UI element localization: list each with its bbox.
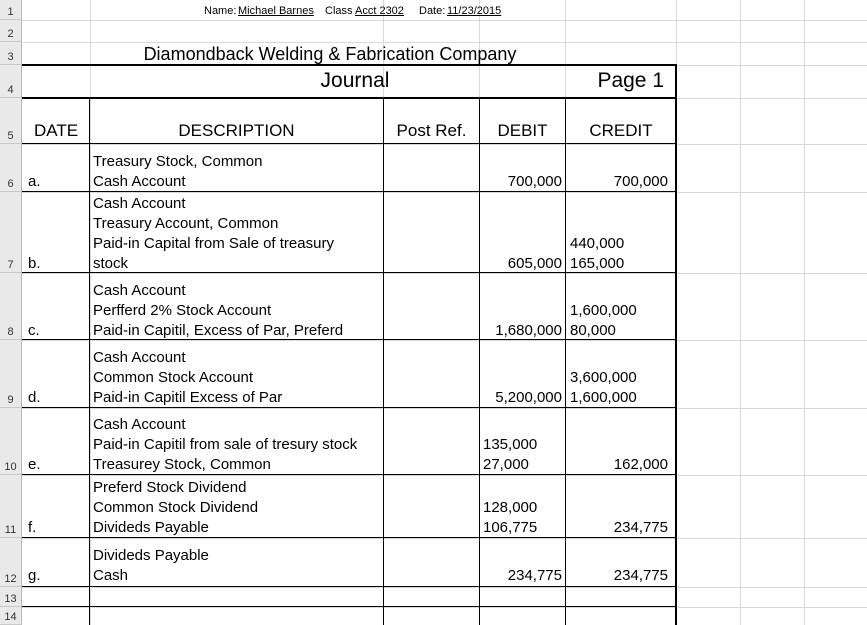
debit-amount: 605,000 — [507, 255, 562, 272]
description-line: Treasury Account, Common — [93, 215, 279, 232]
gridline — [22, 192, 867, 193]
row-header-1[interactable]: 1 — [0, 0, 22, 20]
debit-amount: 27,000 — [483, 456, 529, 473]
description-line: Paid-in Capitil from sale of tresury stock — [93, 436, 358, 453]
gridline — [740, 0, 741, 625]
gridline — [22, 607, 867, 608]
gridline — [22, 475, 867, 476]
description-line: Divideds Payable — [93, 519, 209, 536]
row-header-4[interactable]: 4 — [0, 65, 22, 98]
credit-amount: 234,775 — [613, 567, 668, 584]
description-line: stock — [93, 255, 129, 272]
row-header-5[interactable]: 5 — [0, 98, 22, 144]
gridline — [22, 144, 867, 145]
credit-amount: 165,000 — [570, 255, 625, 272]
entry-letter: c. — [28, 322, 40, 339]
credit-amount: 80,000 — [570, 322, 616, 339]
row-header-12[interactable]: 12 — [0, 538, 22, 587]
row-header-11[interactable]: 11 — [0, 475, 22, 538]
credit-amount: 234,775 — [613, 519, 668, 536]
entry-letter: a. — [28, 173, 41, 190]
entry-letter: b. — [28, 255, 41, 272]
page-number: Page 1 — [597, 69, 664, 92]
column-header-debit: DEBIT — [497, 121, 548, 140]
journal-title: Journal — [320, 69, 390, 92]
description-line: Paid-in Capitil, Excess of Par, Preferd — [93, 322, 344, 339]
debit-amount: 106,775 — [483, 519, 538, 536]
journal-border-header — [22, 97, 677, 99]
debit-amount: 700,000 — [507, 173, 562, 190]
credit-amount: 3,600,000 — [570, 369, 637, 386]
credit-amount: 162,000 — [613, 456, 668, 473]
debit-amount: 234,775 — [507, 567, 562, 584]
class-label: Class — [325, 5, 353, 17]
column-header-description: DESCRIPTION — [178, 121, 295, 140]
description-line: Paid-in Capital from Sale of treasury — [93, 235, 334, 252]
row-border — [22, 586, 677, 587]
debit-amount: 1,680,000 — [495, 322, 562, 339]
debit-amount: 5,200,000 — [495, 389, 562, 406]
entry-letter: f. — [28, 519, 37, 536]
description-line: Paid-in Capitil Excess of Par — [93, 389, 283, 406]
gridline — [22, 273, 867, 274]
description-line: Common Stock Dividend — [93, 499, 259, 516]
row-header-2[interactable]: 2 — [0, 20, 22, 42]
gridline — [22, 408, 867, 409]
column-header-date: DATE — [34, 121, 79, 140]
gridline — [804, 0, 805, 625]
description-line: Treasurey Stock, Common — [93, 456, 271, 473]
description-line: Common Stock Account — [93, 369, 254, 386]
column-header-credit: CREDIT — [589, 121, 653, 140]
column-header-post-ref: Post Ref. — [396, 121, 467, 140]
journal-border-right — [675, 64, 677, 625]
date-label: Date: — [419, 5, 446, 17]
description-line: Treasury Stock, Common — [93, 153, 263, 170]
credit-amount: 1,600,000 — [570, 389, 637, 406]
column-border-date — [89, 98, 90, 625]
debit-amount: 128,000 — [483, 499, 538, 516]
row-header-6[interactable]: 6 — [0, 144, 22, 192]
description-line: Perfferd 2% Stock Account — [93, 302, 272, 319]
row-header-10[interactable]: 10 — [0, 408, 22, 475]
name-label: Name: — [204, 5, 237, 17]
description-line: Cash Account — [93, 349, 186, 366]
description-line: Divideds Payable — [93, 547, 209, 564]
row-header-3[interactable]: 3 — [0, 42, 22, 65]
row-header-14[interactable]: 14 — [0, 607, 22, 625]
entry-letter: d. — [28, 389, 41, 406]
description-line: Preferd Stock Dividend — [93, 479, 247, 496]
credit-amount: 1,600,000 — [570, 302, 637, 319]
description-line: Cash Account — [93, 173, 186, 190]
entry-letter: e. — [28, 456, 41, 473]
gridline — [22, 538, 867, 539]
row-header-7[interactable]: 7 — [0, 192, 22, 273]
row-border — [22, 606, 677, 607]
debit-amount: 135,000 — [483, 436, 538, 453]
gridline — [22, 587, 867, 588]
gridline — [22, 20, 867, 21]
class-value: Acct 2302 — [355, 5, 404, 17]
gridline — [90, 0, 91, 625]
row-header-9[interactable]: 9 — [0, 340, 22, 408]
company-title: Diamondback Welding & Fabrication Company — [143, 44, 517, 64]
credit-amount: 700,000 — [613, 173, 668, 190]
credit-amount: 440,000 — [570, 235, 625, 252]
date-value: 11/23/2015 — [447, 5, 502, 17]
description-line: Cash Account — [93, 416, 186, 433]
description-line: Cash — [93, 567, 129, 584]
entry-letter: g. — [28, 567, 41, 584]
row-border — [22, 143, 677, 144]
row-header-13[interactable]: 13 — [0, 587, 22, 607]
row-header-8[interactable]: 8 — [0, 273, 22, 340]
student-name: Michael Barnes — [238, 5, 314, 17]
description-line: Cash Account — [93, 282, 186, 299]
column-border-desc — [383, 98, 384, 625]
description-line: Cash Account — [93, 195, 186, 212]
